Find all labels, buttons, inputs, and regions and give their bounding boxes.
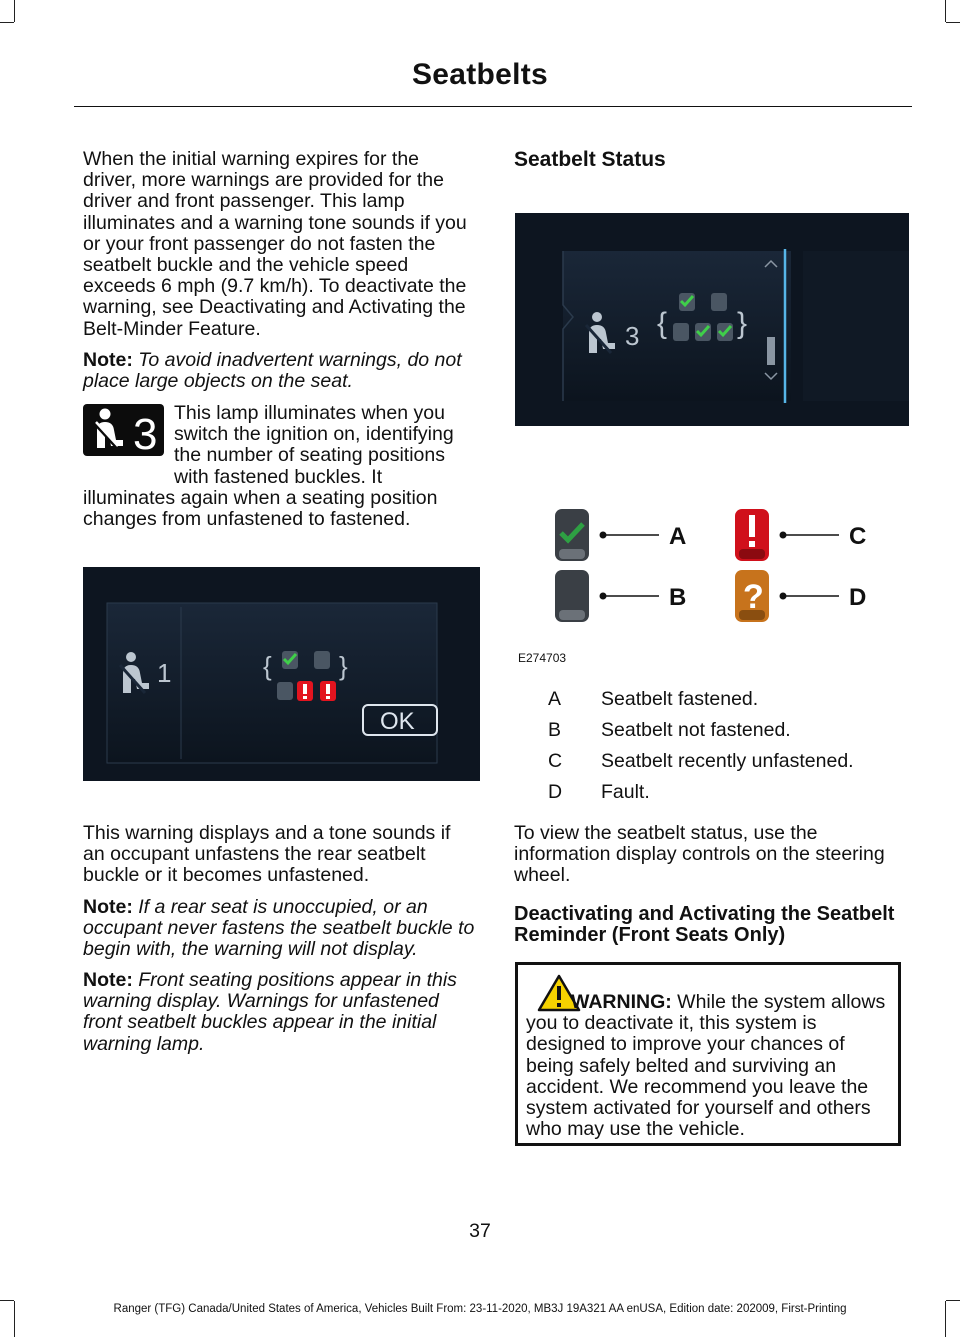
- seat-empty-icon: [277, 682, 293, 700]
- note-label: Note:: [83, 896, 133, 918]
- view-status-paragraph: To view the seatbelt status, use the information display controls on the steering wheel.: [514, 822, 885, 887]
- note-front-positions: [83, 970, 475, 1055]
- seat-check-icon: [695, 323, 711, 341]
- rear-warning-display: [83, 567, 480, 781]
- display-count: 3: [625, 321, 640, 351]
- note-text: To avoid inadvertent warnings, do not place large objects on the seat.: [83, 349, 462, 393]
- ok-label: OK: [380, 708, 415, 735]
- callout-letter: B: [669, 584, 687, 611]
- lamp-count: 3: [133, 410, 158, 456]
- callout-letter: D: [849, 584, 867, 611]
- note-text: Front seating positions appear in this warning display. Warnings for unfastened front seatbelt buckles appear in the initial warning lamp.: [83, 969, 457, 1055]
- crop-mark: [0, 0, 15, 22]
- seat-check-icon: [555, 509, 589, 561]
- seat-empty-icon: [673, 323, 689, 341]
- seat-exclamation-icon: [735, 509, 769, 561]
- section-title-seatbelt-status: Seatbelt Status: [514, 148, 666, 171]
- intro-paragraph: When the initial warning expires for the driver, more warnings are provided for the driver and front passenger. This lamp illuminates and a warning tone sounds if you or your front passenger do not fasten the seatbelt buckle and the vehicle speed exceeds 6 mph (9.7 km/h). To deactivate the warning, see Deactivating and Activating the Belt-Minder Feature.: [83, 148, 467, 340]
- callout-letter: C: [849, 523, 867, 550]
- svg-text:?: ?: [743, 578, 764, 616]
- legend-text: Fault.: [601, 781, 650, 803]
- legend-letter: D: [548, 781, 563, 803]
- seat-question-icon: [735, 570, 769, 622]
- legend-letter: C: [548, 750, 563, 772]
- page-title: Seatbelts: [411, 58, 549, 91]
- subhead-deactivating: Deactivating and Activating the Seatbelt Reminder (Front Seats Only): [514, 903, 895, 946]
- seat-check-icon: [679, 293, 695, 311]
- svg-text:}: }: [737, 307, 748, 340]
- legend-letter: A: [548, 688, 562, 710]
- crop-mark: [0, 22, 14, 23]
- crop-mark: [945, 0, 960, 22]
- seat-check-icon: [282, 651, 298, 669]
- lamp-paragraph-text: This lamp illuminates when you switch the ignition on, identifying the number of seating positions with fastened buckles. It illuminates again when a seating position changes from unfastened to fastened.: [83, 402, 454, 531]
- crop-mark: [946, 1300, 960, 1301]
- warning-box: [515, 962, 901, 1146]
- svg-text:{: {: [657, 307, 668, 340]
- crop-mark: [0, 1300, 14, 1301]
- legend-letter: B: [548, 719, 562, 741]
- svg-text:{: {: [263, 651, 272, 681]
- float-spacer: [83, 403, 174, 467]
- legend-text: Seatbelt fastened.: [601, 688, 759, 710]
- lamp-paragraph-block: [83, 403, 475, 530]
- legend-text: Seatbelt not fastened.: [601, 719, 791, 741]
- note-text: If a rear seat is unoccupied, or an occupant never fastens the seatbelt buckle to begin with, the warning will not display.: [83, 896, 475, 961]
- crop-mark: [946, 22, 960, 23]
- callout-letter: A: [669, 523, 687, 550]
- figure-reference-code: E274703: [518, 651, 567, 665]
- seat-exclamation-icon: [297, 681, 313, 701]
- note-inadvertent-warnings: [83, 350, 475, 392]
- note-label: Note:: [83, 969, 133, 991]
- display-count: 1: [157, 658, 172, 688]
- seat-empty-icon: [555, 570, 589, 622]
- seat-status-legend-figure: [515, 500, 909, 640]
- note-label: Note:: [83, 349, 133, 371]
- seat-check-icon: [717, 323, 733, 341]
- header-divider: [74, 106, 912, 107]
- seatbelt-status-display: [515, 213, 909, 426]
- warning-label: WARNING:: [571, 991, 672, 1013]
- legend-text: Seatbelt recently unfastened.: [601, 750, 854, 772]
- warning-text: [526, 992, 892, 1140]
- seat-empty-icon: [314, 651, 330, 669]
- seat-empty-icon: [711, 293, 727, 311]
- page-number: 37: [469, 1220, 491, 1242]
- warning-body: While the system allows you to deactivate it, this system is designed to improve your chances of being safely belted and surviving an accident. We recommend you leave the system activated for yourself and others who may use the vehicle.: [526, 991, 886, 1141]
- rear-warning-paragraph: This warning displays and a tone sounds if an occupant unfastens the rear seatbelt buckle or it becomes unfastened.: [83, 822, 451, 887]
- svg-text:}: }: [339, 651, 348, 681]
- footer-text: Ranger (TFG) Canada/United States of America, Vehicles Built From: 23-11-2020, MB3J 19A321 AA enUSA, Edition date: 202009, First-Printing: [113, 1303, 847, 1315]
- seat-exclamation-icon: [320, 681, 336, 701]
- note-unoccupied: [83, 897, 475, 961]
